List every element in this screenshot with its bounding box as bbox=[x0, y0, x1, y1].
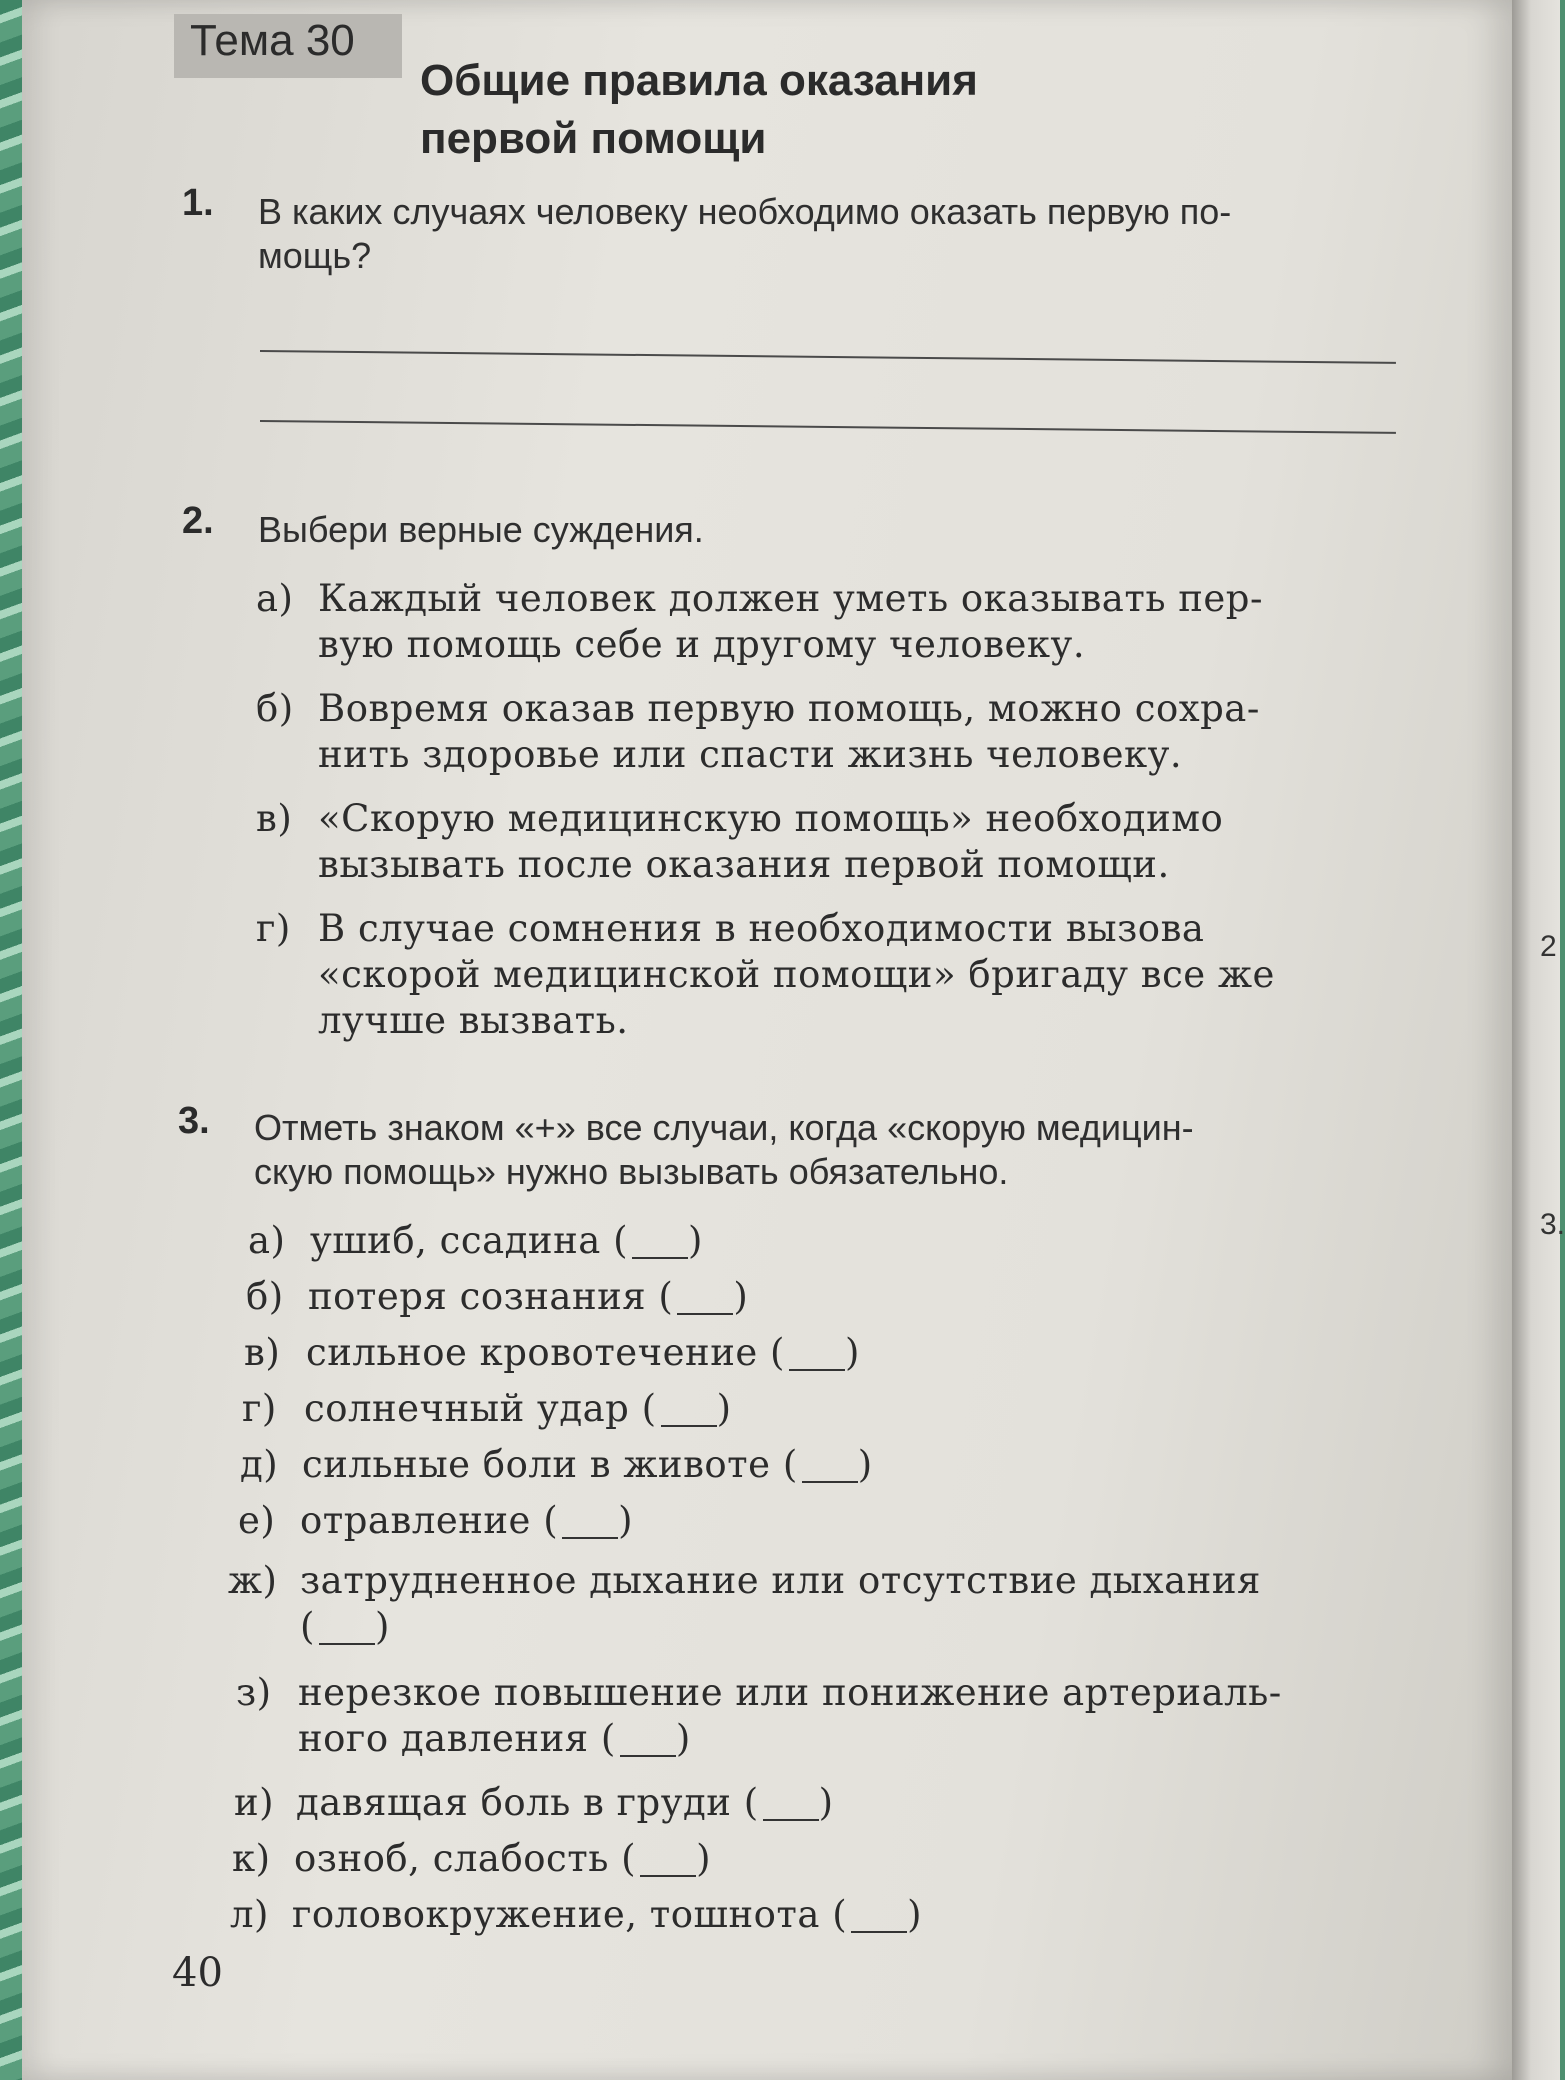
checkbox-blank[interactable] bbox=[677, 1279, 733, 1315]
option-letter: г) bbox=[256, 907, 291, 950]
margin-mark: 2 bbox=[1540, 930, 1557, 963]
title-line: первой помощи bbox=[420, 114, 767, 163]
option-letter: к) bbox=[232, 1837, 271, 1880]
case-option[interactable]: ж) затрудненное дыхание или отсутствие дыхания ( ) bbox=[228, 1559, 1261, 1648]
case-option[interactable]: в) сильное кровотечение ( ) bbox=[244, 1331, 860, 1374]
option-text: головокружение, тошнота bbox=[292, 1893, 820, 1936]
question-2-number: 2. bbox=[182, 500, 214, 542]
option-letter: ж) bbox=[228, 1559, 278, 1602]
option-letter: е) bbox=[238, 1499, 276, 1542]
question-text-line: скую помощь» нужно вызывать обязательно. bbox=[254, 1151, 1009, 1192]
option-text: сильные боли в животе bbox=[302, 1443, 771, 1486]
option-text: сильное кровотечение bbox=[306, 1331, 758, 1374]
option-letter: б) bbox=[246, 1275, 284, 1318]
question-3-number: 3. bbox=[178, 1100, 210, 1142]
judgement-option[interactable] bbox=[256, 686, 1260, 778]
answer-line[interactable] bbox=[260, 350, 1396, 364]
page-number: 40 bbox=[172, 1950, 223, 1996]
margin-mark: 3. bbox=[1540, 1208, 1565, 1241]
option-text: солнечный удар bbox=[304, 1387, 630, 1430]
case-option[interactable]: г) солнечный удар ( ) bbox=[242, 1387, 732, 1430]
option-letter: а) bbox=[256, 577, 294, 620]
option-letter: б) bbox=[256, 687, 294, 730]
checkbox-blank[interactable] bbox=[620, 1721, 676, 1757]
theme-label: Тема 30 bbox=[190, 16, 355, 65]
option-text: нить здоровье или спасти жизнь человеку. bbox=[318, 733, 1183, 776]
option-letter: в) bbox=[244, 1331, 281, 1374]
title-line: Общие правила оказания bbox=[420, 56, 978, 105]
option-text: Вовремя оказав первую помощь, можно сохра- bbox=[318, 687, 1260, 730]
option-text: В случае сомнения в необходимости вызова bbox=[318, 907, 1205, 950]
checkbox-blank[interactable] bbox=[632, 1223, 688, 1259]
checkbox-blank[interactable] bbox=[319, 1609, 375, 1645]
judgement-option[interactable] bbox=[256, 796, 1223, 888]
case-option[interactable]: е) отравление ( ) bbox=[238, 1499, 634, 1542]
judgement-option[interactable] bbox=[256, 576, 1263, 668]
option-text: потеря сознания bbox=[308, 1275, 647, 1318]
option-letter: в) bbox=[256, 797, 293, 840]
question-3-text bbox=[254, 1106, 1384, 1194]
option-letter: г) bbox=[242, 1387, 277, 1430]
option-text: затрудненное дыхание или отсутствие дыхания bbox=[300, 1559, 1261, 1602]
adjacent-page-edge bbox=[1512, 0, 1565, 2080]
case-option[interactable]: з) нерезкое повышение или понижение артериаль- ного давления ( ) bbox=[236, 1671, 1282, 1760]
case-option[interactable]: д) сильные боли в животе ( ) bbox=[240, 1443, 873, 1486]
option-letter: а) bbox=[248, 1219, 286, 1262]
option-text: ного давления bbox=[298, 1717, 589, 1760]
option-text: отравление bbox=[300, 1499, 531, 1542]
case-option[interactable]: и) давящая боль в груди ( ) bbox=[234, 1781, 834, 1824]
case-option[interactable]: к) озноб, слабость ( ) bbox=[232, 1837, 712, 1880]
option-letter: д) bbox=[240, 1443, 279, 1486]
checkbox-blank[interactable] bbox=[789, 1335, 845, 1371]
question-text-line: мощь? bbox=[258, 235, 372, 276]
case-option[interactable]: б) потеря сознания ( ) bbox=[246, 1275, 749, 1318]
option-text: давящая боль в груди bbox=[296, 1781, 732, 1824]
option-text: озноб, слабость bbox=[294, 1837, 609, 1880]
question-text-line: Отметь знаком «+» все случаи, когда «скорую медицин- bbox=[254, 1107, 1194, 1148]
page-title bbox=[420, 52, 978, 168]
checkbox-blank[interactable] bbox=[562, 1503, 618, 1539]
judgement-option[interactable] bbox=[256, 906, 1275, 1044]
option-text: вызывать после оказания первой помощи. bbox=[318, 843, 1170, 886]
checkbox-blank[interactable] bbox=[763, 1785, 819, 1821]
case-option[interactable]: л) головокружение, тошнота ( ) bbox=[230, 1893, 923, 1936]
checkbox-blank[interactable] bbox=[661, 1391, 717, 1427]
option-text: Каждый человек должен уметь оказывать пер- bbox=[318, 577, 1263, 620]
option-text: «скорой медицинской помощи» бригаду все же bbox=[318, 953, 1275, 996]
option-letter: з) bbox=[236, 1671, 272, 1714]
workbook-page bbox=[22, 0, 1512, 2080]
question-text-line: В каких случаях человеку необходимо оказать первую по- bbox=[258, 191, 1232, 232]
question-1-number: 1. bbox=[182, 182, 214, 224]
option-letter: и) bbox=[234, 1781, 275, 1824]
question-2-text: Выбери верные суждения. bbox=[258, 509, 704, 550]
question-1-text bbox=[258, 190, 1388, 278]
option-text: ушиб, ссадина bbox=[310, 1219, 601, 1262]
option-text: «Скорую медицинскую помощь» необходимо bbox=[318, 797, 1224, 840]
checkbox-blank[interactable] bbox=[851, 1897, 907, 1933]
option-letter: л) bbox=[230, 1893, 269, 1936]
answer-line[interactable] bbox=[260, 420, 1396, 434]
case-option[interactable]: а) ушиб, ссадина ( ) bbox=[248, 1219, 703, 1262]
option-text: нерезкое повышение или понижение артериаль- bbox=[298, 1671, 1282, 1714]
option-text: вую помощь себе и другому человеку. bbox=[318, 623, 1086, 666]
option-text: лучше вызвать. bbox=[318, 999, 629, 1042]
checkbox-blank[interactable] bbox=[640, 1841, 696, 1877]
checkbox-blank[interactable] bbox=[802, 1447, 858, 1483]
